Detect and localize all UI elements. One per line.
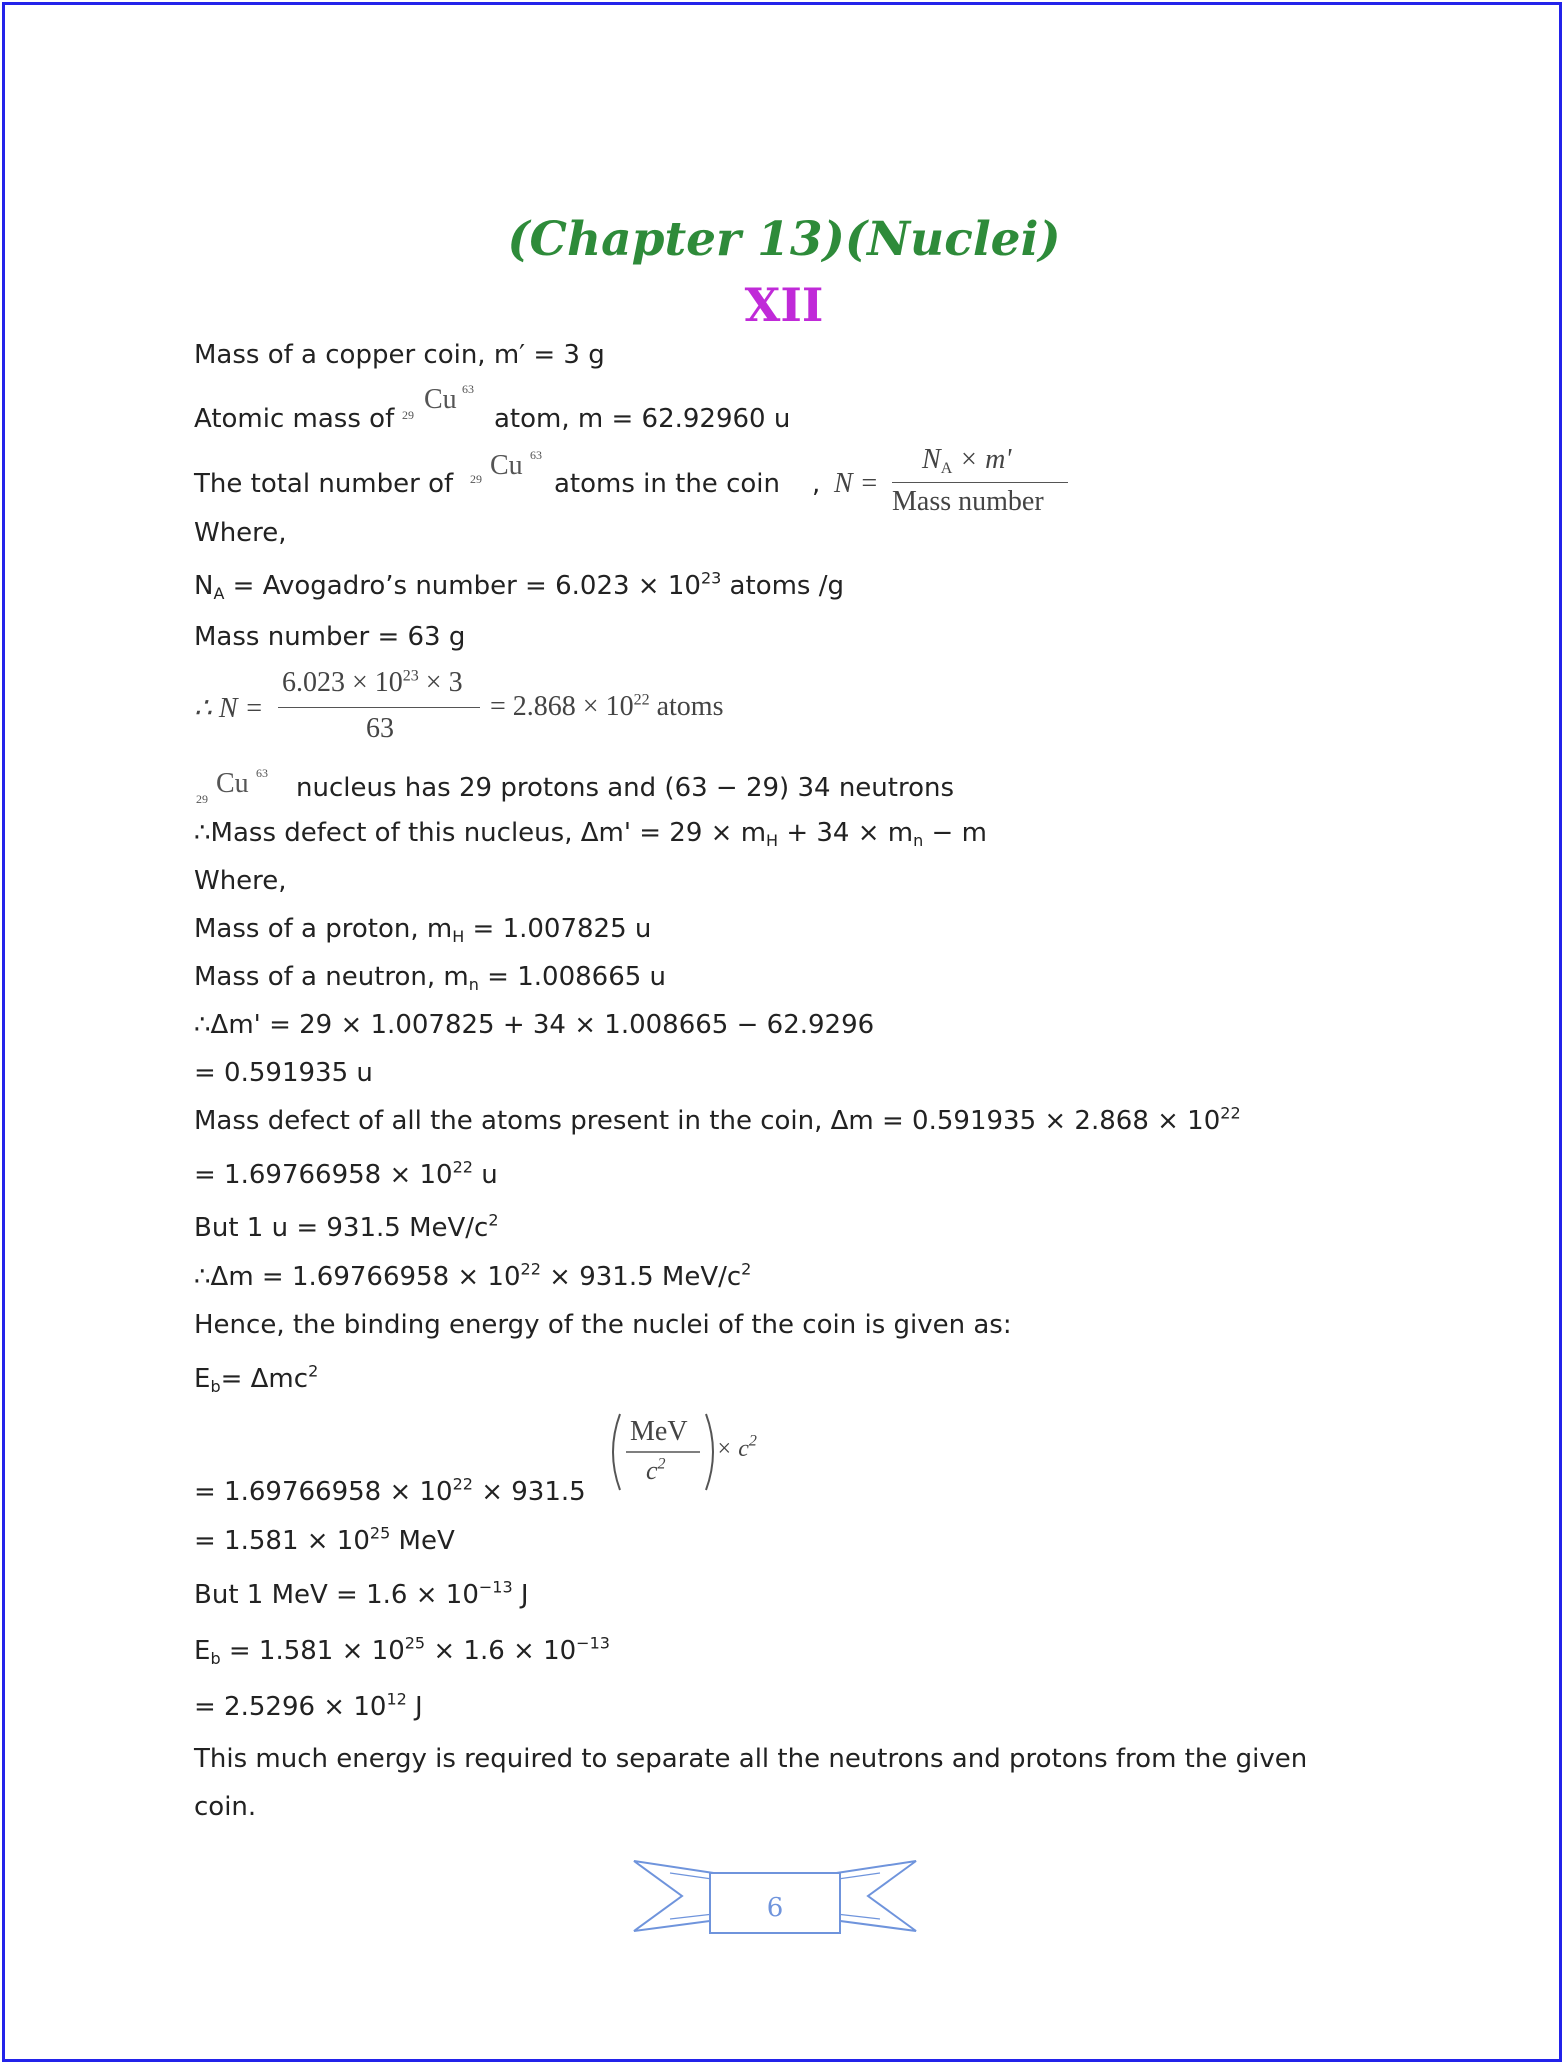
avogadro-unit: atoms /g xyxy=(721,571,844,601)
mde-text-2: × 931.5 MeV/c xyxy=(540,1262,742,1292)
avogadro-number-line xyxy=(194,568,844,603)
isotope-cu63 xyxy=(196,766,276,806)
n-calc-result-exp: 22 xyxy=(633,691,650,709)
n-calculation xyxy=(194,665,794,755)
ebj-symbol: E xyxy=(194,1636,211,1666)
neutron-mass-value: = 1.008665 u xyxy=(478,962,667,992)
n-calc-result-unit: atoms xyxy=(649,691,724,722)
atomic-mass-line-label: Atomic mass of xyxy=(194,404,395,434)
binding-energy-intro: Hence, the binding energy of the nuclei of the coin is given as: xyxy=(194,1310,1012,1340)
tmd-result-exp: 22 xyxy=(452,1157,473,1177)
n-calc-numerator xyxy=(282,667,463,699)
unit-numerator: MeV xyxy=(630,1416,688,1447)
total-atoms-label-end: atoms in the coin xyxy=(554,469,780,499)
chapter-title: (Chapter 13)(Nuclei) xyxy=(507,212,1061,267)
isotope-symbol: Cu xyxy=(216,768,249,799)
formula-n-denominator: Mass number xyxy=(892,486,1044,517)
be-mev-exp: 25 xyxy=(369,1523,391,1543)
bes-text-2: × 931.5 xyxy=(472,1477,586,1507)
formula-n-numerator xyxy=(922,444,1011,476)
mde-exp: 22 xyxy=(520,1259,541,1279)
unit-den-base: c xyxy=(646,1456,658,1485)
tmd-result-unit: u xyxy=(472,1160,498,1190)
binding-energy-mev xyxy=(194,1523,455,1556)
ber-text: = 2.5296 × 10 xyxy=(194,1692,387,1722)
mass-defect-text-2: + 34 × m xyxy=(778,818,914,848)
na-symbol: N xyxy=(194,571,214,601)
formula-n-lhs: N = xyxy=(834,468,879,499)
atomic-mass-line-value: atom, m = 62.92960 u xyxy=(494,404,791,434)
binding-energy-formula xyxy=(194,1361,319,1396)
avogadro-formula xyxy=(830,440,1070,530)
mn-sub: n xyxy=(913,830,924,850)
formula-n-sub: A xyxy=(940,459,953,477)
comma: , xyxy=(812,469,821,499)
ebj-exp: 25 xyxy=(404,1633,426,1653)
where-label-2: Where, xyxy=(194,866,287,896)
n-calc-result-base: = 2.868 × 10 xyxy=(490,691,634,722)
mde-exp-2: 2 xyxy=(741,1259,752,1279)
tmd-result-text: = 1.69766958 × 10 xyxy=(194,1160,453,1190)
bes-exp: 22 xyxy=(452,1474,473,1494)
total-atoms-label: The total number of xyxy=(194,469,454,499)
ebj-text: = 1.581 × 10 xyxy=(220,1636,405,1666)
unit-suffix-base: × c xyxy=(716,1436,749,1462)
binding-energy-result xyxy=(194,1689,423,1722)
unit-suffix xyxy=(716,1432,757,1463)
formula-n-rest: × m' xyxy=(952,444,1012,475)
unit-suffix-exp: 2 xyxy=(748,1432,757,1450)
mass-defect-formula xyxy=(194,818,987,848)
unit-den-exp: 2 xyxy=(657,1455,666,1473)
proton-mass-text: Mass of a proton, m xyxy=(194,914,453,944)
mass-defect-energy xyxy=(194,1259,752,1292)
eb-exp: 2 xyxy=(308,1361,319,1381)
na-sub: A xyxy=(213,583,225,603)
ebj-exp-2: −13 xyxy=(576,1633,610,1653)
ebj-sub: b xyxy=(210,1648,221,1668)
ber-exp: 12 xyxy=(386,1689,407,1709)
mass-defect-text-3: − m xyxy=(923,818,987,848)
page-number: 6 xyxy=(766,1893,784,1923)
eb-text: = Δmc xyxy=(220,1364,309,1394)
isotope-mass-number: 63 xyxy=(530,448,542,462)
nucleus-composition: nucleus has 29 protons and (63 − 29) 34 neutrons xyxy=(296,773,955,803)
isotope-atomic-number: 29 xyxy=(470,472,482,486)
n-calc-num-exp: 23 xyxy=(402,667,419,685)
formula-n-symbol: N xyxy=(922,444,941,475)
where-label-1: Where, xyxy=(194,518,287,548)
avogadro-exp: 23 xyxy=(700,568,722,588)
avogadro-text: = Avogadro’s number = 6.023 × 10 xyxy=(224,571,701,601)
isotope-atomic-number: 29 xyxy=(402,408,414,422)
n-calc-prefix: ∴ N = xyxy=(194,693,264,724)
mde-text: ∴Δm = 1.69766958 × 10 xyxy=(194,1262,521,1292)
total-mass-defect-text: Mass defect of all the atoms present in the coin, Δm = 0.591935 × 2.868 × 10 xyxy=(194,1106,1221,1136)
isotope-cu63 xyxy=(402,384,482,424)
neutron-mass xyxy=(194,962,666,992)
be-mev-text: = 1.581 × 10 xyxy=(194,1526,370,1556)
isotope-mass-number: 63 xyxy=(462,382,474,396)
neutron-mass-text: Mass of a neutron, m xyxy=(194,962,469,992)
be-mev-unit: MeV xyxy=(390,1526,455,1556)
class-label: XII xyxy=(744,278,824,332)
n-calc-num-rest: × 3 xyxy=(418,667,463,698)
mev-conversion xyxy=(194,1577,529,1610)
total-mass-defect-exp: 22 xyxy=(1220,1103,1241,1123)
unit-fraction xyxy=(604,1410,774,1500)
neutron-mass-sub: n xyxy=(468,974,479,994)
u-conversion-text: But 1 u = 931.5 MeV/c xyxy=(194,1213,489,1243)
conclusion-line-1: This much energy is required to separate all the neutrons and protons from the given xyxy=(194,1744,1308,1774)
ebj-text-2: × 1.6 × 10 xyxy=(425,1636,577,1666)
isotope-atomic-number: 29 xyxy=(196,792,208,806)
eb-symbol: E xyxy=(194,1364,211,1394)
mev-conv-exp: −13 xyxy=(478,1577,513,1597)
mass-defect-calc: ∴Δm' = 29 × 1.007825 + 34 × 1.008665 − 62.9296 xyxy=(194,1010,875,1040)
binding-energy-substitution xyxy=(194,1474,586,1507)
u-conversion xyxy=(194,1210,499,1243)
mass-defect-text: ∴Mass defect of this nucleus, Δm' = 29 × m xyxy=(194,818,767,848)
fraction-bar xyxy=(278,707,480,708)
total-mass-defect-result xyxy=(194,1157,498,1190)
isotope-symbol: Cu xyxy=(490,450,523,481)
copper-coin-mass: Mass of a copper coin, m′ = 3 g xyxy=(194,340,605,370)
total-mass-defect xyxy=(194,1103,1241,1136)
mev-conv-text: But 1 MeV = 1.6 × 10 xyxy=(194,1580,479,1610)
isotope-mass-number: 63 xyxy=(256,766,268,780)
eb-sub: b xyxy=(210,1376,221,1396)
conclusion-line-2: coin. xyxy=(194,1792,257,1822)
u-conversion-exp: 2 xyxy=(488,1210,499,1230)
proton-mass xyxy=(194,914,651,944)
isotope-symbol: Cu xyxy=(424,384,457,415)
mass-defect-result: = 0.591935 u xyxy=(194,1058,373,1088)
fraction-bar xyxy=(892,482,1068,483)
mass-number-line: Mass number = 63 g xyxy=(194,622,466,652)
bes-text: = 1.69766958 × 10 xyxy=(194,1477,453,1507)
ber-unit: J xyxy=(406,1692,423,1722)
n-calc-result xyxy=(490,691,723,723)
mh-sub: H xyxy=(766,830,779,850)
mev-conv-unit: J xyxy=(512,1580,529,1610)
proton-mass-value: = 1.007825 u xyxy=(464,914,652,944)
proton-mass-sub: H xyxy=(452,926,465,946)
isotope-cu63 xyxy=(470,450,550,490)
binding-energy-joules-calc xyxy=(194,1633,610,1668)
n-calc-num-base: 6.023 × 10 xyxy=(282,667,403,698)
unit-denominator xyxy=(646,1456,666,1486)
n-calc-denominator: 63 xyxy=(366,713,394,744)
